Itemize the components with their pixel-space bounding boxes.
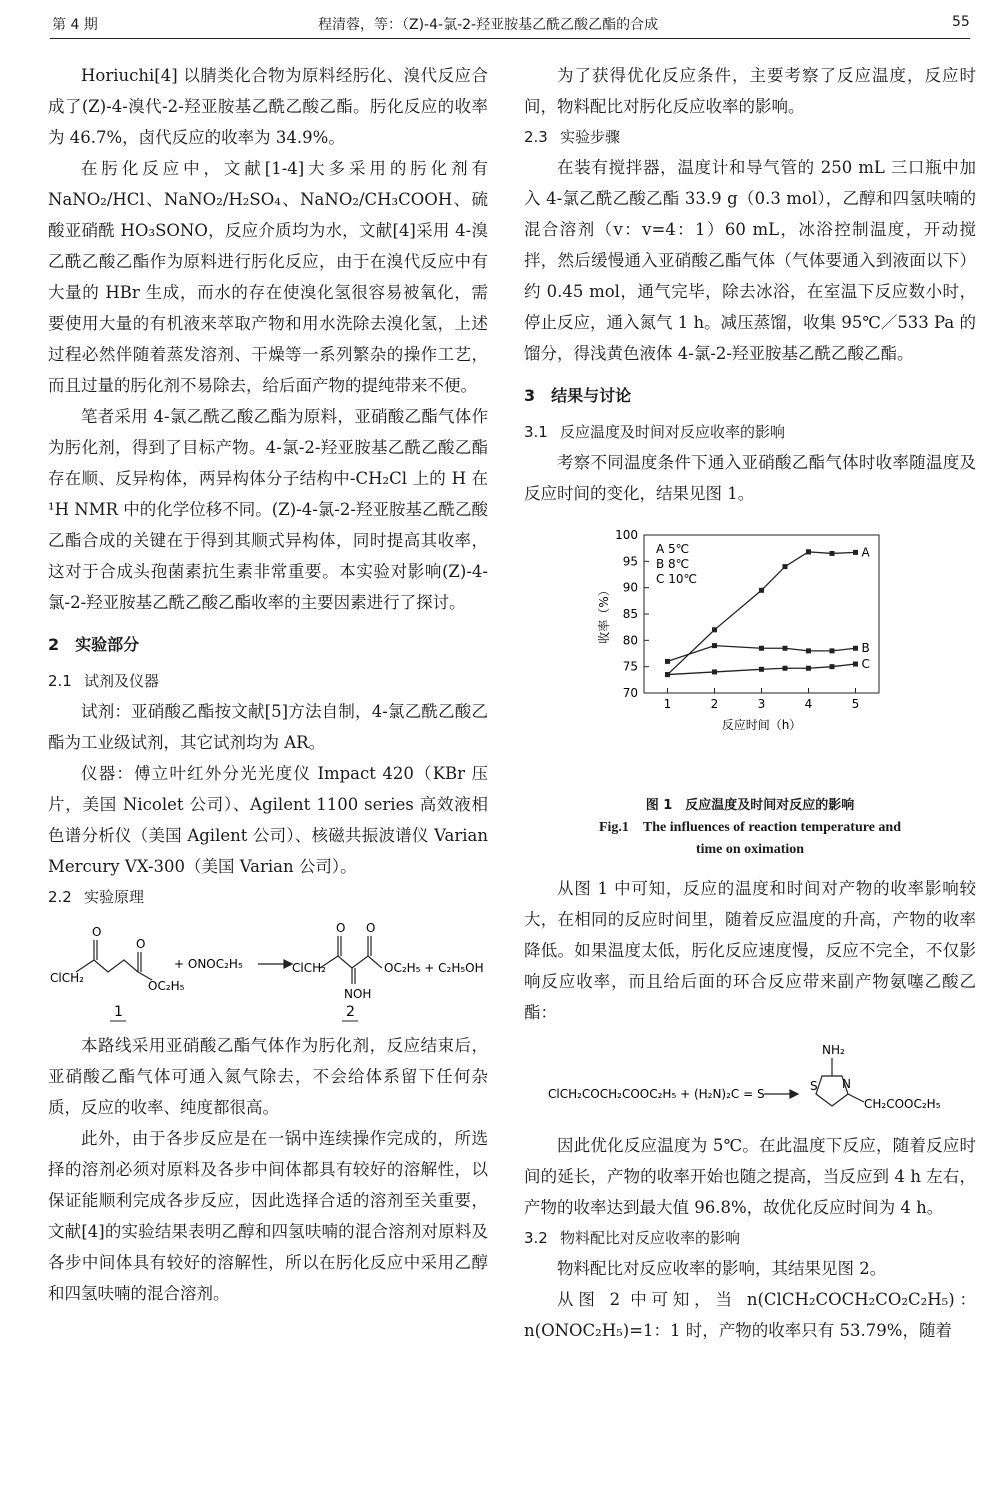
y-axis-label: 收率（%） — [597, 584, 611, 644]
section-3-1-heading — [524, 417, 976, 447]
page-header — [0, 0, 1000, 38]
yield-chart — [524, 517, 976, 789]
issue-number: 第 4 期 — [52, 17, 98, 33]
reaction-scheme-1 — [48, 920, 488, 1026]
para-horiuchi: Horiuchi[4] 以腈类化合物为原料经肟化、溴代反应合成了(Z)-4-溴代-2-羟亚胺基乙酰乙酸乙酯。肟化反应的收率为 46.7%，卤代反应的收率为 34.9%。 — [48, 66, 488, 147]
x-tick-label: 2 — [710, 697, 719, 711]
data-point — [783, 564, 788, 569]
section-title: 实验步骤 — [560, 128, 621, 146]
y-tick-label: 80 — [622, 633, 638, 648]
section-number: 2.2 — [48, 888, 72, 906]
para-procedure: 在装有搅拌器，温度计和导气管的 250 mL 三口瓶中加入 4-氯乙酰乙酸乙酯 33.9 g（0.3 mol），乙醇和四氢呋喃的混合溶剂（v：v=4：1）60 mL，冰浴控制温度，开动搅拌，然后缓慢通入亚硝酸乙酯气体（气体要通入到液面以下）约 0.45 mol，通气完毕，除去冰浴，在室温下反应数小时，停止反应，通入氮气 1 h。减压蒸馏，收集 95℃／533 Pa 的馏分，得浅黄色液体 4-氯-2-羟亚胺基乙酰乙酸乙酯。 — [524, 158, 976, 363]
section-3-heading: 3 结果与讨论 — [524, 386, 632, 405]
para-oximation-agents: 在肟化反应中，文献[1-4]大多采用的肟化剂有 NaNO₂/HCl、NaNO₂/H₂SO₄、NaNO₂/CH₃COOH、硫酸亚硝酰 HO₃SONO，反应介质均为水，文献[4]采用 4-溴乙酰乙酸乙酯作为原料进行肟化反应，由于在溴代反应中有大量的 HBr 生成，而水的存在使溴化氢很容易被氧化，需要使用大量的有机液来萃取产物和用水洗除去溴化氢，上述过程必然伴随着蒸发溶剂、干燥等一系列繁杂的操作工艺，而且过量的肟化剂不易除去，给后面产物的提纯带来不便。 — [48, 159, 488, 395]
side-reaction-reactants: ClCH₂COCH₂COOC₂H₅ + (H₂N)₂C = S — [548, 1087, 765, 1101]
section-number: 3.2 — [524, 1229, 548, 1247]
data-point — [665, 659, 670, 664]
data-point — [759, 588, 764, 593]
x-tick-label: 1 — [663, 697, 672, 711]
data-point — [759, 646, 764, 651]
para-author-approach: 笔者采用 4-氯乙酰乙酸乙酯为原料，亚硝酸乙酯气体作为肟化剂，得到了目标产物。4-氯-2-羟亚胺基乙酰乙酸乙酯存在顺、反异构体，两异构体分子结构中-CH₂Cl 上的 H 在 ¹H NMR 中的化学位移不同。(Z)-4-氯-2-羟亚胺基乙酰乙酸乙酯合成的关键在于得到其顺式异构体，同时提高其收率，这对于合成头孢菌素抗生素非常重要。本实验对影响(Z)-4-氯-2-羟亚胺基乙酰乙酸乙酯收率的主要因素进行了探讨。 — [48, 407, 488, 612]
y-tick-label: 90 — [622, 580, 638, 595]
data-point — [806, 666, 811, 671]
para-solvent: 此外，由于各步反应是在一锅中连续操作完成的，所选择的溶剂必须对原料及各步中间体都具有较好的溶解性，以保证能顺利完成各步反应，因此选择合适的溶剂至关重要，文献[4]的实验结果表明乙醇和四氢呋喃的混合溶剂对原料及各步中间体具有较好的溶解性，所以在肟化反应中采用乙醇和四氢呋喃的混合溶剂。 — [48, 1129, 488, 1303]
data-point — [830, 648, 835, 653]
section-2-2-heading — [48, 882, 488, 912]
para-fig2-discussion: 从图 2 中可知，当 n(ClCH₂COCH₂CO₂C₂H₅)：n(ONOC₂H₅)=1：1 时，产物的收率只有 53.79%，随着 — [524, 1290, 976, 1340]
section-2-heading: 2 实验部分 — [48, 635, 140, 654]
reagent-ethyl-nitrite: + ONOC₂H₅ — [174, 957, 243, 971]
reactant-clch2: ClCH₂ — [50, 971, 84, 985]
legend-entry: A 5℃ — [656, 542, 690, 556]
y-tick-label: 85 — [622, 607, 638, 621]
data-point — [783, 646, 788, 651]
thiazole-s: S — [810, 1079, 818, 1093]
x-tick-label: 3 — [757, 697, 766, 711]
page-number: 55 — [952, 14, 970, 30]
y-tick-label: 70 — [622, 686, 638, 700]
legend-entry: C 10℃ — [656, 572, 697, 586]
section-title: 试剂及仪器 — [84, 672, 160, 690]
para-instruments: 仪器：傅立叶红外分光光度仪 Impact 420（KBr 压片，美国 Nicolet 公司）、Agilent 1100 series 高效液相色谱分析仪（美国 Agilent 公司）、核磁共振波谱仪 Varian Mercury VX-300（美国 Varian 公司）。 — [48, 764, 488, 876]
y-tick-label: 75 — [622, 659, 638, 674]
amino-group: NH₂ — [822, 1043, 845, 1057]
para-reagents: 试剂：亚硝酸乙酯按文献[5]方法自制，4-氯乙酰乙酸乙酯为工业级试剂，其它试剂均为 AR。 — [48, 702, 488, 752]
para-fig1-discussion: 从图 1 中可知，反应的温度和时间对产物的收率影响较大，在相同的反应时间里，随着反应温度的升高，产物的收率降低。如果温度太低，肟化反应速度慢，反应不完全，不仅影响反应收率，而且给后面的环合反应带来副产物氨噻乙酸乙酯： — [524, 879, 976, 1022]
data-point — [806, 549, 811, 554]
data-point — [830, 551, 835, 556]
legend-entry: B 8℃ — [656, 557, 690, 571]
section-2-1-heading — [48, 666, 488, 696]
figure-caption-en-1: Fig.1 The influences of reaction temperature and — [598, 820, 901, 835]
y-tick-label: 95 — [622, 554, 638, 569]
reaction-scheme-2 — [524, 1036, 976, 1126]
header-rule — [50, 38, 970, 39]
data-point — [783, 666, 788, 671]
section-3-2-heading — [524, 1223, 976, 1253]
data-point — [712, 643, 717, 648]
series-end-label: B — [861, 641, 870, 656]
para-optimization-intro: 为了获得优化反应条件，主要考察了反应温度，反应时间，物料配比对肟化反应收率的影响。 — [524, 66, 976, 116]
data-point — [853, 646, 858, 651]
section-2-3-heading — [524, 122, 976, 152]
side-product-tail: CH₂COOC₂H₅ — [864, 1097, 941, 1111]
para-fig1-intro: 考察不同温度条件下通入亚硝酸乙酯气体时收率随温度及反应时间的变化，结果见图 1。 — [524, 453, 976, 503]
data-point — [853, 550, 858, 555]
compound-label-1: 1 — [114, 1004, 123, 1020]
data-point — [759, 667, 764, 672]
product-ester-ethanol: OC₂H₅ + C₂H₅OH — [384, 961, 484, 975]
data-point — [665, 672, 670, 677]
x-axis-label: 反应时间（h） — [721, 718, 802, 732]
series-end-label: A — [861, 545, 870, 560]
carbonyl-o: O — [366, 921, 376, 935]
para-fig2-intro: 物料配比对反应收率的影响，其结果见图 2。 — [557, 1259, 887, 1278]
para-optimal-conditions: 因此优化反应温度为 5℃。在此温度下反应，随着反应时间的延长，产物的收率开始也随之提高，当反应到 4 h 左右，产物的收率达到最大值 96.8%，故优化反应时间为 4 h。 — [524, 1136, 976, 1217]
para-nitrite-advantage: 本路线采用亚硝酸乙酯气体作为肟化剂，反应结束后，亚硝酸乙酯气体可通入氮气除去，不会给体系留下任何杂质，反应的收率、纯度都很高。 — [48, 1036, 488, 1117]
left-column — [48, 60, 488, 1309]
carbonyl-o: O — [336, 921, 346, 935]
figure-caption-cn: 图 1 反应温度及时间对反应的影响 — [645, 798, 855, 813]
thiazole-n: N — [842, 1077, 851, 1091]
carbonyl-o: O — [136, 937, 146, 951]
data-point — [712, 627, 717, 632]
series-end-label: C — [861, 657, 870, 672]
y-tick-label: 100 — [615, 528, 638, 542]
running-title: 程清蓉，等：（Z)-4-氯-2-羟亚胺基乙酰乙酸乙酯的合成 — [318, 17, 659, 33]
section-number: 2.3 — [524, 128, 548, 146]
right-column — [524, 60, 976, 1346]
section-title: 反应温度及时间对反应收率的影响 — [560, 423, 786, 441]
data-point — [712, 669, 717, 674]
section-number: 2.1 — [48, 672, 72, 690]
data-point — [853, 662, 858, 667]
data-point — [806, 648, 811, 653]
figure-1 — [524, 517, 976, 789]
carbonyl-o: O — [92, 925, 102, 939]
data-point — [830, 664, 835, 669]
x-tick-label: 5 — [851, 697, 860, 711]
figure-caption-en-2: time on oximation — [695, 842, 805, 857]
oxime-noh: NOH — [344, 987, 372, 1001]
section-title: 物料配比对反应收率的影响 — [560, 1229, 741, 1247]
x-tick-label: 4 — [804, 697, 813, 711]
product-clch2: ClCH₂ — [292, 961, 326, 975]
section-title: 实验原理 — [84, 888, 145, 906]
compound-label-2: 2 — [346, 1004, 355, 1020]
reactant-ester: OC₂H₅ — [148, 979, 185, 993]
section-number: 3.1 — [524, 423, 548, 441]
